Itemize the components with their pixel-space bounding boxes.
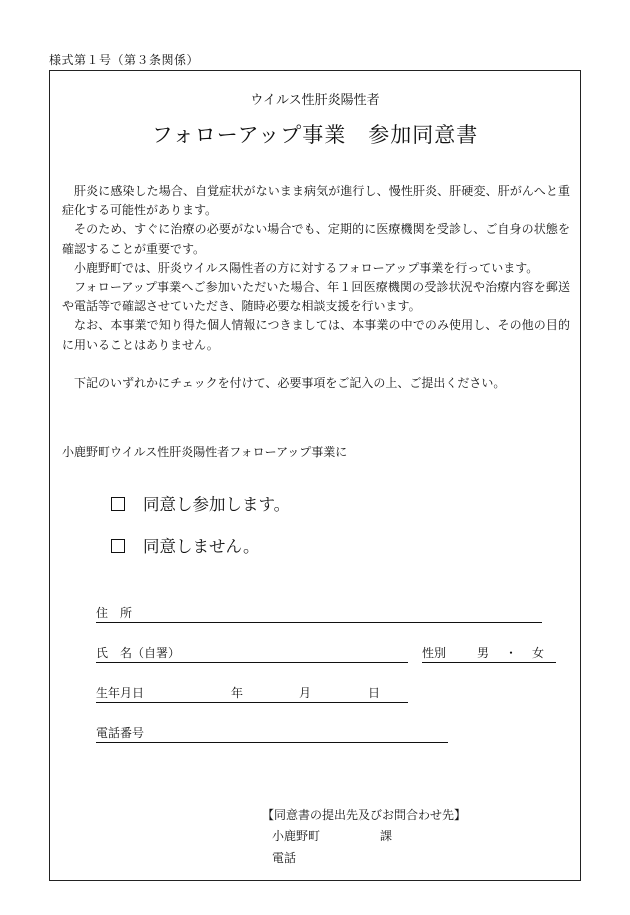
option-disagree-label: 同意しません。: [143, 537, 260, 556]
paragraph: 小鹿野町では、肝炎ウイルス陽性者の方に対するフォローアップ事業を行っています。: [74, 260, 539, 275]
name-field[interactable]: [96, 644, 408, 663]
month-label: 月: [299, 686, 312, 700]
paragraph: なお、本事業で知り得た個人情報につきましては、本事業の中でのみ使用し、その他の目的に用いることはありません。: [62, 318, 570, 352]
paragraph: そのため、すぐに治療の必要がない場合でも、定期的に医療機関を受診し、ご自身の状態を確認することが重要です。: [62, 222, 570, 256]
birthdate-label: 生年月日: [96, 686, 145, 700]
form-number: 様式第１号（第３条関係）: [49, 53, 200, 67]
option-agree-label: 同意し参加します。: [143, 495, 291, 514]
gender-separator: ・: [505, 646, 518, 660]
contact-department: 課: [380, 829, 393, 843]
instruction-text: 下記のいずれかにチェックを付けて、必要事項をご記入の上、ご提出ください。: [74, 375, 506, 390]
paragraph: 肝炎に感染した場合、自覚症状がないまま病気が進行し、慢性肝炎、肝硬変、肝がんへと重症化する可能性があります。: [62, 184, 570, 218]
contact-phone: 電話: [272, 851, 297, 865]
form-subtitle: ウイルス性肝炎陽性者: [250, 93, 380, 108]
address-label: 住 所: [96, 606, 133, 620]
name-label: 氏 名（自署）: [96, 646, 181, 660]
day-label: 日: [368, 686, 381, 700]
option-disagree[interactable]: [111, 533, 260, 557]
lead-text: 小鹿野町ウイルス性肝炎陽性者フォローアップ事業に: [62, 445, 348, 459]
contact-town: 小鹿野町: [272, 829, 321, 843]
explanation-text: [62, 182, 570, 393]
gender-label: 性別: [422, 646, 447, 660]
birthdate-field[interactable]: [96, 684, 408, 703]
checkbox-disagree[interactable]: [111, 539, 125, 553]
phone-field[interactable]: [96, 724, 448, 743]
option-agree[interactable]: [111, 491, 290, 515]
paragraph: フォローアップ事業へご参加いただいた場合、年１回医療機関の受診状況や治療内容を郵送や電話等で確認させていただき、随時必要な相談支援を行います。: [62, 280, 570, 314]
consent-form: [49, 70, 581, 881]
checkbox-agree[interactable]: [111, 497, 125, 511]
phone-label: 電話番号: [96, 726, 145, 740]
gender-female[interactable]: 女: [532, 646, 545, 660]
address-field[interactable]: [96, 604, 542, 623]
gender-male[interactable]: 男: [477, 646, 490, 660]
form-title: フォローアップ事業 参加同意書: [151, 123, 479, 147]
year-label: 年: [231, 686, 244, 700]
gender-field[interactable]: [422, 644, 556, 663]
contact-heading: 【同意書の提出先及びお問合わせ先】: [262, 808, 467, 822]
